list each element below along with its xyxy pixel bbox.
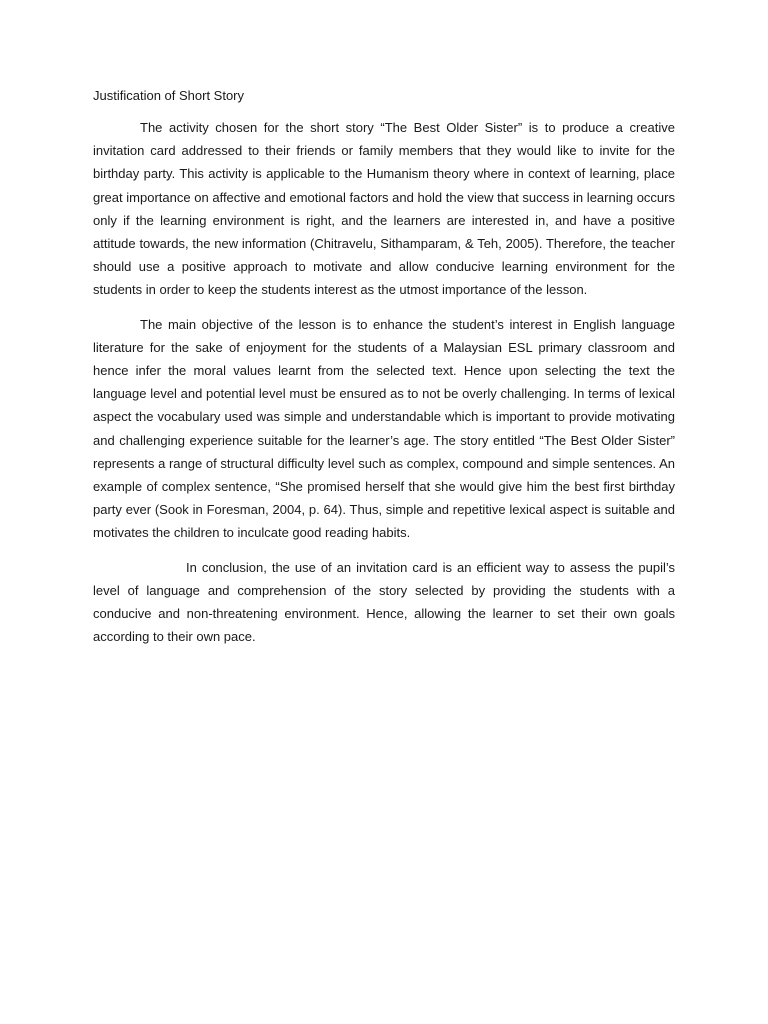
paragraph-activity-justification: The activity chosen for the short story “The Best Older Sister” is to produce a creative invitation card addressed to their friends or family members that they would like to invite for the birthday party. This activity is applicable to the Humanism theory where in context of learning, place great importance on affective and emotional factors and hold the view that success in learning occurs only if the learning environment is right, and the learners are interested in, and have a positive attitude towards, the new information (Chitravelu, Sithamparam, & Teh, 2005). Therefore, the teacher should use a positive approach to motivate and allow conducive learning environment for the students in order to keep the students interest as the utmost importance of the lesson.	[93, 120, 675, 298]
paragraph-lesson-objective: The main objective of the lesson is to enhance the student’s interest in English language literature for the sake of enjoyment for the students of a Malaysian ESL primary classroom and hence infer the moral values learnt from the selected text. Hence upon selecting the text the language level and potential level must be ensured as to not be overly challenging. In terms of lexical aspect the vocabulary used was simple and understandable which is important to provide motivating and challenging experience suitable for the learner’s age. The story entitled “The Best Older Sister” represents a range of structural difficulty level such as complex, compound and simple sentences. An example of complex sentence, “She promised herself that she would give him the best first birthday party ever (Sook in Foresman, 2004, p. 64). Thus, simple and repetitive lexical aspect is suitable and motivates the children to inculcate good reading habits.	[93, 316, 675, 541]
document-body	[93, 86, 675, 659]
document-title: Justification of Short Story	[93, 88, 245, 103]
paragraph-conclusion: In conclusion, the use of an invitation card is an efficient way to assess the pupil’s level of language and comprehension of the story selected by providing the students with a conducive and non-threatening environment. Hence, allowing the learner to set their own goals according to their own pace.	[93, 559, 675, 645]
